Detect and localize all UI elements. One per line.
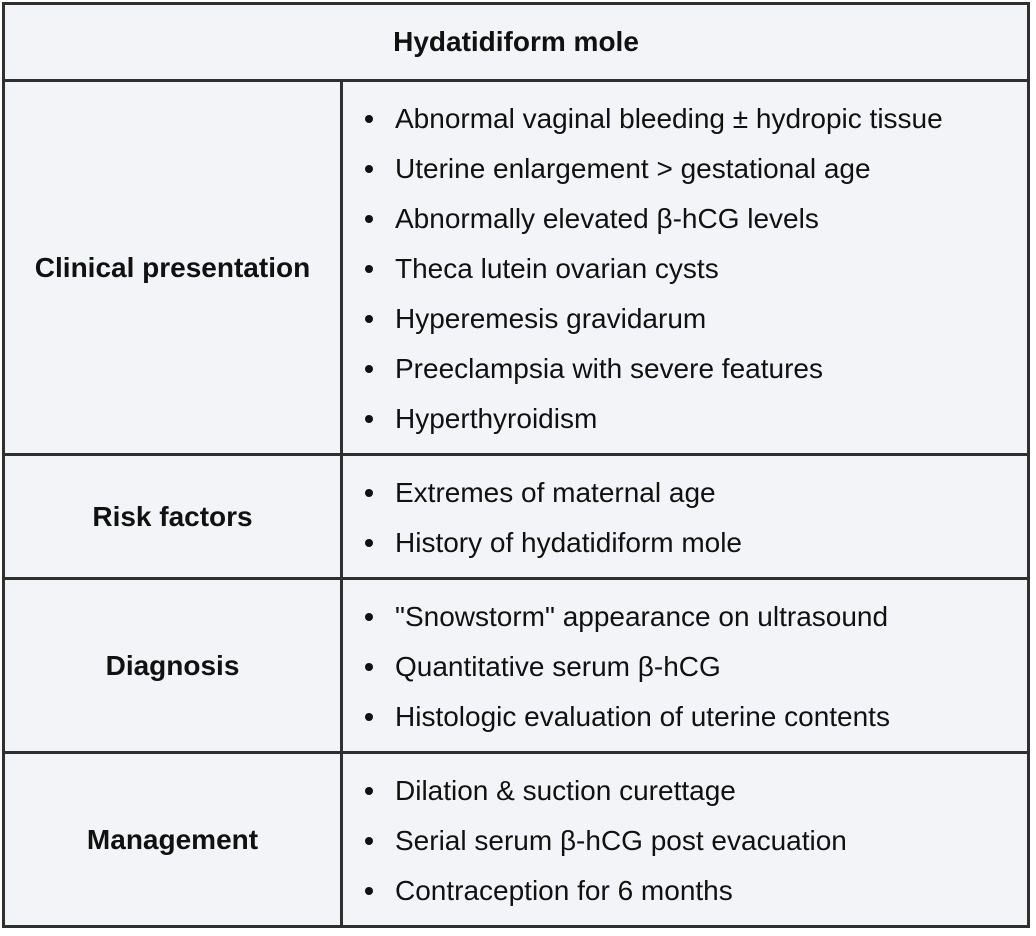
- list-item: Preeclampsia with severe features: [361, 344, 1017, 394]
- list-item: Hyperthyroidism: [361, 394, 1017, 444]
- table-row-clinical-presentation: [5, 82, 1027, 456]
- list-item: Abnormal vaginal bleeding ± hydropic tissue: [361, 94, 1017, 144]
- row-label: Management: [5, 754, 343, 925]
- row-content: [343, 82, 1027, 453]
- table-row-risk-factors: [5, 456, 1027, 580]
- list-item: Histologic evaluation of uterine contents: [361, 692, 1017, 742]
- list-item: Dilation & suction curettage: [361, 766, 1017, 816]
- list-item: Hyperemesis gravidarum: [361, 294, 1017, 344]
- row-label: Risk factors: [5, 456, 343, 577]
- table-row-management: [5, 754, 1027, 925]
- list-item: Uterine enlargement > gestational age: [361, 144, 1017, 194]
- row-label: Diagnosis: [5, 580, 343, 751]
- list-item: History of hydatidiform mole: [361, 518, 1017, 568]
- table-row-diagnosis: [5, 580, 1027, 754]
- list-item: Abnormally elevated β-hCG levels: [361, 194, 1017, 244]
- list-item: Contraception for 6 months: [361, 866, 1017, 916]
- row-content: [343, 580, 1027, 751]
- bullet-list: [361, 766, 1017, 916]
- list-item: Serial serum β-hCG post evacuation: [361, 816, 1017, 866]
- list-item: Extremes of maternal age: [361, 468, 1017, 518]
- list-item: "Snowstorm" appearance on ultrasound: [361, 592, 1017, 642]
- bullet-list: [361, 468, 1017, 568]
- bullet-list: [361, 94, 1017, 444]
- info-table: [2, 2, 1030, 928]
- list-item: Quantitative serum β-hCG: [361, 642, 1017, 692]
- row-content: [343, 754, 1027, 925]
- row-label: Clinical presentation: [5, 82, 343, 453]
- row-content: [343, 456, 1027, 577]
- table-title: Hydatidiform mole: [5, 5, 1027, 82]
- list-item: Theca lutein ovarian cysts: [361, 244, 1017, 294]
- bullet-list: [361, 592, 1017, 742]
